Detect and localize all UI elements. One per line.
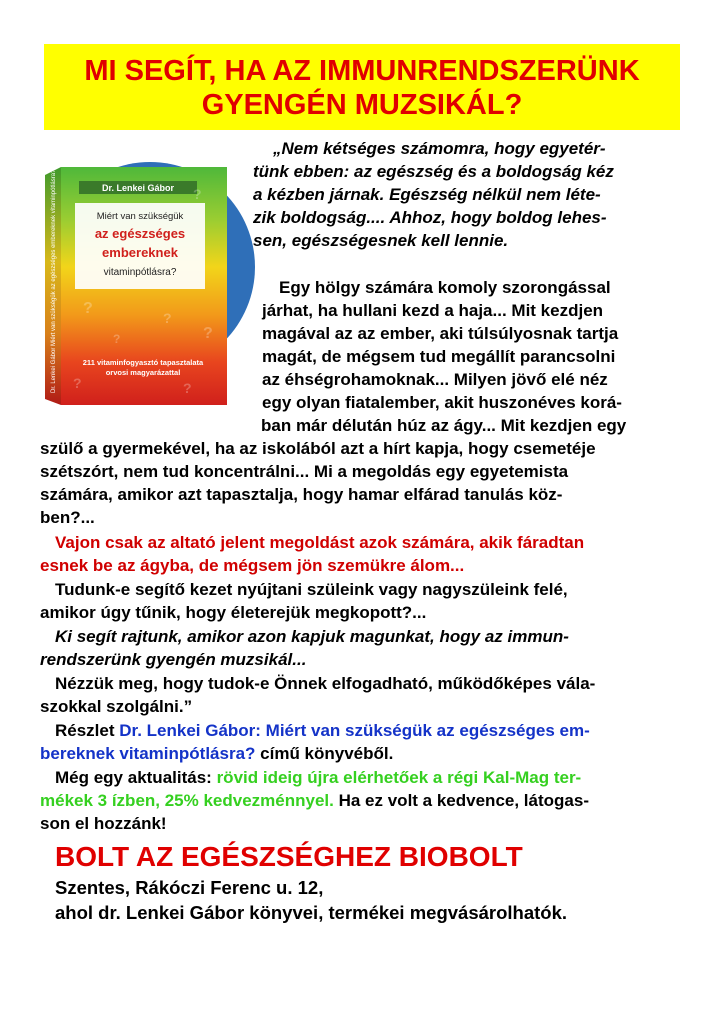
quote-line-4: zik boldogság.... Ahhoz, hogy boldog lehes-	[253, 208, 607, 227]
para1-line-8: szülő a gyermekével, ha az iskolából azt a hírt kapja, hogy csemetéje	[40, 439, 596, 458]
para1-line-3: magával az az ember, aki túlsúlyosnak tartja	[262, 324, 619, 343]
para1-line-10: számára, amikor azt tapasztalja, hogy hamar elfárad tanulás köz-	[40, 485, 563, 504]
para1-line-7: ban már délután húz az ágy... Mit kezdjen egy	[261, 416, 627, 435]
para1-line-6: egy olyan fiatalember, akit huszonéves korá-	[262, 393, 622, 412]
para1-line-4: magát, de mégsem tud megállít parancsolni	[262, 347, 616, 366]
book-subtitle-1: 211 vitaminfogyasztó tapasztalata	[82, 358, 204, 367]
shop-address: Szentes, Rákóczi Ferenc u. 12,	[55, 877, 324, 898]
svg-text:?: ?	[163, 310, 172, 326]
title-banner	[44, 44, 680, 130]
title-line-2: GYENGÉN MUZSIKÁL?	[201, 89, 523, 121]
promo-line-3: son el hozzánk!	[40, 814, 167, 833]
quote-line-2: tünk ebben: az egészség és a boldogság kéz	[253, 162, 614, 181]
para3-line-1: Nézzük meg, hogy tudok-e Önnek elfogadható, működőképes vála-	[55, 674, 596, 693]
svg-text:?: ?	[113, 332, 121, 346]
svg-text:?: ?	[203, 325, 213, 342]
excerpt-suffix: című könyvéből.	[255, 744, 394, 763]
quote-line-1: „Nem kétséges számomra, hogy egyetér-	[273, 139, 606, 158]
excerpt-line-1	[55, 720, 590, 743]
book-cover-image	[43, 143, 257, 405]
italic-para-line-2: rendszerünk gyengén muzsikál...	[40, 650, 307, 669]
book-author: Dr. Lenkei Gábor	[101, 183, 175, 193]
promo-suffix: Ha ez volt a kedvence, látogas-	[333, 791, 589, 810]
excerpt-book-title-2: bereknek vitaminpótlásra?	[40, 744, 256, 763]
book-title-1: Miért van szükségük	[96, 211, 184, 222]
shop-note: ahol dr. Lenkei Gábor könyvei, termékei megvásárolhatók.	[55, 902, 568, 923]
promo-line-1	[55, 767, 581, 790]
red-para-line-1: Vajon csak az altató jelent megoldást azok számára, akik fáradtan	[55, 533, 585, 552]
book-cover-graphic	[43, 143, 257, 405]
excerpt-book-title-1: Dr. Lenkei Gábor: Miért van szükségük az egészséges em-	[119, 721, 590, 740]
promo-prefix: Még egy aktualitás:	[55, 768, 217, 787]
book-spine-text: Dr. Lenkei Gábor Miért van szükségük az egészséges embereknek vitaminpótlásra?	[51, 169, 57, 393]
excerpt-line-2	[40, 743, 393, 766]
svg-text:?: ?	[183, 380, 192, 396]
red-para-line-2: esnek be az ágyba, de mégsem jön szemükre álom...	[40, 556, 465, 575]
promo-line-2	[40, 790, 589, 813]
para1-line-11: ben?...	[40, 508, 95, 527]
quote-line-3: a kézben járnak. Egészség nélkül nem léte-	[253, 185, 601, 204]
para1-line-5: az éhségrohamoknak... Milyen jövő elé néz	[262, 370, 608, 389]
promo-offer-1: rövid ideig újra elérhetőek a régi Kal-Mag ter-	[216, 768, 582, 787]
book-title-3: embereknek	[102, 245, 178, 260]
para3-line-2: szokkal szolgálni.”	[40, 697, 193, 716]
excerpt-prefix: Részlet	[55, 721, 120, 740]
italic-para-line-1: Ki segít rajtunk, amikor azon kapjuk magunkat, hogy az immun-	[55, 627, 569, 646]
svg-text:?: ?	[83, 300, 93, 317]
para1-line-9: szétszórt, nem tud koncentrálni... Mi a megoldás egy egyetemista	[40, 462, 569, 481]
book-title-2: az egészséges	[94, 226, 186, 241]
para1-line-1: Egy hölgy számára komoly szorongással	[279, 278, 611, 297]
para1-line-2: járhat, ha hullani kezd a haja... Mit kezdjen	[262, 301, 604, 320]
title-line-1: MI SEGÍT, HA AZ IMMUNRENDSZERÜNK	[84, 55, 640, 87]
svg-text:?: ?	[73, 375, 82, 391]
quote-line-5: sen, egészségesnek kell lennie.	[253, 231, 509, 250]
book-title-4: vitaminpótlásra?	[103, 267, 177, 278]
promo-offer-2: mékek 3 ízben, 25% kedvezménnyel.	[40, 791, 334, 810]
book-subtitle-2: orvosi magyarázattal	[105, 368, 181, 377]
para2-line-1: Tudunk-e segítő kezet nyújtani szüleink vagy nagyszüleink felé,	[55, 580, 568, 599]
para2-line-2: amikor úgy tűnik, hogy életerejük megkopott?...	[40, 603, 427, 622]
shop-name: BOLT AZ EGÉSZSÉGHEZ BIOBOLT	[55, 841, 523, 872]
svg-text:?: ?	[193, 186, 202, 202]
